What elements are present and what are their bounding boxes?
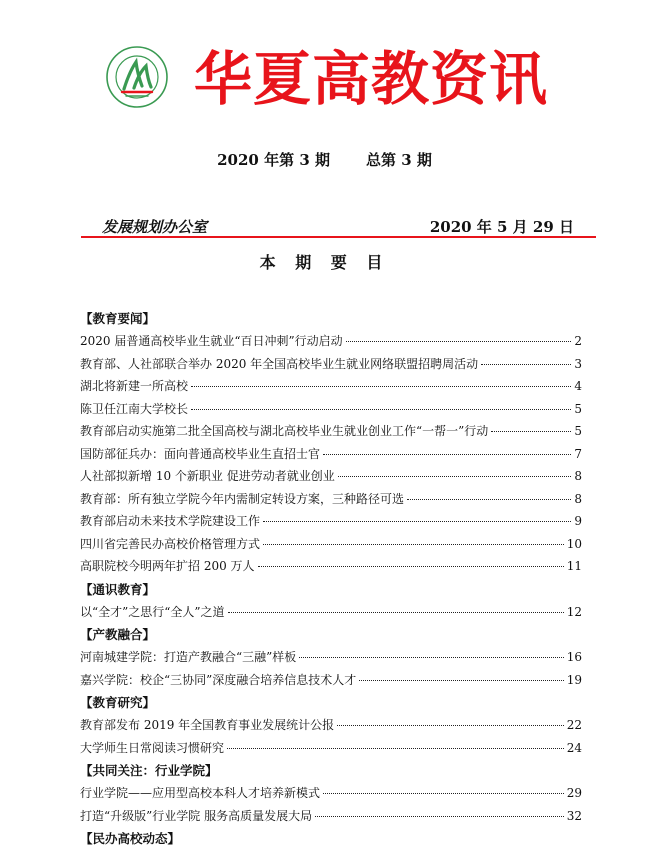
header-divider bbox=[81, 236, 596, 238]
toc-entry-title: 教育部启动未来技术学院建设工作 bbox=[80, 514, 261, 528]
toc-entry-title: 嘉兴学院：校企“三协同”深度融合培养信息技术人才 bbox=[80, 672, 357, 687]
toc-dot-leader bbox=[299, 657, 563, 658]
toc-dot-leader bbox=[263, 521, 571, 522]
toc-entry[interactable] bbox=[80, 646, 582, 669]
toc-dot-leader bbox=[227, 748, 564, 749]
toc-page-number: 22 bbox=[566, 718, 582, 732]
toc-section-heading: 【教育要闻】 bbox=[80, 311, 156, 326]
toc-section-heading: 【民办高校动态】 bbox=[80, 831, 181, 846]
toc-dot-leader bbox=[346, 341, 572, 342]
toc-entry[interactable] bbox=[80, 443, 582, 466]
toc-entry-title: 湖北将新建一所高校 bbox=[80, 379, 189, 393]
toc-entry-title: 教育部、人社部联合举办 2020 年全国高校毕业生就业网络联盟招聘周活动 bbox=[80, 356, 479, 371]
toc-dot-leader bbox=[481, 364, 571, 365]
toc-page-number: 5 bbox=[574, 401, 582, 416]
toc-page-number: 10 bbox=[566, 536, 582, 551]
toc-entry-title: 教育部发布 2019 年全国教育事业发展统计公报 bbox=[80, 718, 335, 732]
contents-title: 本 期 要 目 bbox=[259, 253, 390, 272]
toc-page-number: 2 bbox=[574, 334, 582, 348]
toc-page-number: 24 bbox=[566, 740, 582, 755]
toc-page-number: 32 bbox=[566, 808, 582, 823]
toc-page-number: 4 bbox=[574, 379, 582, 393]
toc-entry-title: 河南城建学院：打造产教融合“三融”样板 bbox=[80, 650, 297, 664]
toc-entry-title: 2020 届普通高校毕业生就业“百日冲刺”行动启动 bbox=[80, 334, 343, 348]
toc-dot-leader bbox=[263, 544, 564, 545]
toc-page-number: 16 bbox=[566, 650, 582, 664]
publish-date: 2020 年 5 月 29 日 bbox=[429, 218, 574, 236]
university-logo bbox=[106, 46, 168, 108]
toc-dot-leader bbox=[359, 680, 563, 681]
toc-entry-title: 行业学院——应用型高校本科人才培养新模式 bbox=[80, 786, 321, 800]
toc-entry-title: 大学师生日常阅读习惯研究 bbox=[80, 740, 225, 755]
toc-entry[interactable] bbox=[80, 353, 582, 376]
issue-line bbox=[0, 150, 649, 170]
toc-entry[interactable] bbox=[80, 714, 582, 737]
toc-entry-title: 高职院校今明两年扩招 200 万人 bbox=[80, 559, 255, 573]
toc-dot-leader bbox=[338, 476, 572, 477]
toc-page-number: 29 bbox=[566, 786, 582, 800]
toc-dot-leader bbox=[258, 566, 564, 567]
toc-entry[interactable] bbox=[80, 737, 582, 760]
toc-dot-leader bbox=[191, 409, 571, 410]
toc-entry[interactable] bbox=[80, 510, 582, 533]
toc-section-heading: 【教育研究】 bbox=[80, 695, 156, 710]
toc-entry[interactable] bbox=[80, 669, 582, 692]
toc-page-number: 5 bbox=[574, 424, 582, 438]
toc-entry[interactable] bbox=[80, 533, 582, 556]
toc-page-number: 9 bbox=[574, 514, 582, 528]
toc-entry[interactable] bbox=[80, 601, 582, 624]
toc-page-number: 12 bbox=[566, 604, 582, 619]
toc-entry-title: 以“全才”之思行“全人”之道 bbox=[80, 604, 225, 619]
toc-entry[interactable] bbox=[80, 398, 582, 421]
toc-entry-title: 四川省完善民办高校价格管理方式 bbox=[80, 536, 261, 551]
toc-entry-title: 教育部：所有独立学院今年内需制定转设方案，三种路径可选 bbox=[80, 491, 405, 506]
toc-dot-leader bbox=[323, 793, 564, 794]
toc-dot-leader bbox=[407, 499, 571, 500]
toc-page-number: 8 bbox=[574, 469, 582, 483]
toc-dot-leader bbox=[315, 816, 564, 817]
toc-dot-leader bbox=[191, 386, 571, 387]
toc-entry[interactable] bbox=[80, 420, 582, 443]
toc-page-number: 19 bbox=[566, 672, 582, 687]
toc-dot-leader bbox=[228, 612, 564, 613]
toc-page-number: 3 bbox=[574, 356, 582, 371]
toc-dot-leader bbox=[323, 454, 571, 455]
toc-entry-title: 打造“升级版”行业学院 服务高质量发展大局 bbox=[80, 808, 313, 823]
toc-section-heading: 【通识教育】 bbox=[80, 581, 156, 597]
toc-entry[interactable] bbox=[80, 330, 582, 353]
toc-section-heading: 【共同关注：行业学院】 bbox=[80, 763, 218, 778]
toc-entry[interactable] bbox=[80, 555, 582, 578]
table-of-contents bbox=[80, 307, 582, 850]
masthead-title: 华夏高教资讯 bbox=[194, 45, 549, 113]
toc-page-number: 8 bbox=[574, 491, 582, 506]
toc-dot-leader bbox=[337, 725, 564, 726]
toc-page-number: 7 bbox=[574, 446, 582, 461]
toc-entry[interactable] bbox=[80, 465, 582, 488]
toc-entry-title: 国防部征兵办：面向普通高校毕业生直招士官 bbox=[80, 446, 321, 461]
toc-page-number: 11 bbox=[566, 559, 582, 573]
issue-number: 2020 年第 3 期 bbox=[217, 151, 330, 169]
total-issue-number: 总第 3 期 bbox=[365, 151, 432, 169]
toc-entry-title: 陈卫任江南大学校长 bbox=[80, 401, 189, 416]
toc-entry[interactable] bbox=[80, 488, 582, 511]
toc-entry[interactable] bbox=[80, 805, 582, 828]
toc-entry-title: 教育部启动实施第二批全国高校与湖北高校毕业生就业创业工作“一帮一”行动 bbox=[80, 424, 489, 438]
toc-entry[interactable] bbox=[80, 375, 582, 398]
toc-entry[interactable] bbox=[80, 782, 582, 805]
toc-dot-leader bbox=[491, 431, 571, 432]
toc-section-heading: 【产教融合】 bbox=[80, 627, 156, 642]
toc-entry-title: 人社部拟新增 10 个新职业 促进劳动者就业创业 bbox=[80, 469, 335, 483]
office-name: 发展规划办公室 bbox=[102, 218, 208, 236]
